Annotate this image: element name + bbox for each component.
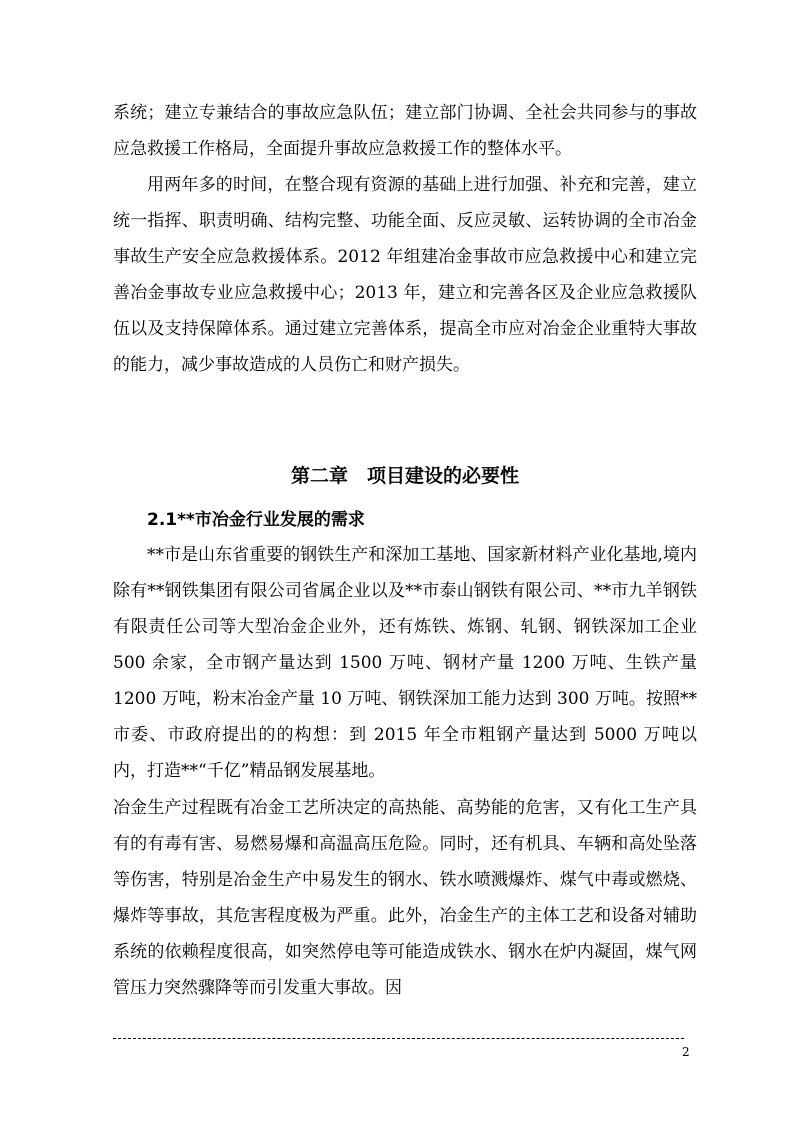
- paragraph-intro-continued: 系统；建立专兼结合的事故应急队伍；建立部门协调、全社会共同参与的事故应急救援工作格局，全面提升事故应急救援工作的整体水平。: [113, 103, 697, 159]
- paragraph-hazards: 冶金生产过程既有冶金工艺所决定的高热能、高势能的危害，又有化工生产具有的有毒有害、易燃易爆和高温高压危险。同时，还有机具、车辆和高处坠落等伤害，特别是冶金生产中易发生的钢水、铁水喷溅爆炸、煤气中毒或燃烧、爆炸等事故，其危害程度极为严重。此外，冶金生产的主体工艺和设备对辅助系统的依赖程度很高，如突然停电等可能造成铁水、钢水在炉内凝固，煤气网管压力突然骤降等而引发重大事故。因: [113, 798, 697, 998]
- paragraph-industry-overview: **市是山东省重要的钢铁生产和深加工基地、国家新材料产业化基地,境内除有**钢铁集团有限公司省属企业以及**市泰山钢铁有限公司、**市九羊钢铁有限责任公司等大型冶金企业外，还有炼铁、炼钢、轧钢、钢铁深加工企业 500 余家，全市钢产量达到 1500 万吨、钢材产量 1200 万吨、生铁产量 1200 万吨，粉末冶金产量 10 万吨、钢铁深加工能力达到 300 万吨。按照**市委、市政府提出的的构想：到 2015 年全市粗钢产量达到 5000 万吨以内，打造**“千亿”精品钢发展基地。: [113, 545, 697, 781]
- page-number: 2: [682, 1045, 690, 1059]
- chapter-title: 第二章 项目建设的必要性: [290, 465, 519, 487]
- footer-divider: [113, 1038, 684, 1039]
- paragraph-construction-goals: 用两年多的时间，在整合现有资源的基础上进行加强、补充和完善，建立统一指挥、职责明确、结构完整、功能全面、反应灵敏、运转协调的全市冶金事故生产安全应急救援体系。2012 年组建冶金事故市应急救援中心和建立完善冶金事故专业应急救援中心；2013 年，建立和完善各区及企业应急救援队伍以及支持保障体系。通过建立完善体系，提高全市应对冶金企业重特大事故的能力，减少事故造成的人员伤亡和财产损失。: [113, 175, 697, 375]
- section-title: 2.1**市冶金行业发展的需求: [147, 510, 365, 530]
